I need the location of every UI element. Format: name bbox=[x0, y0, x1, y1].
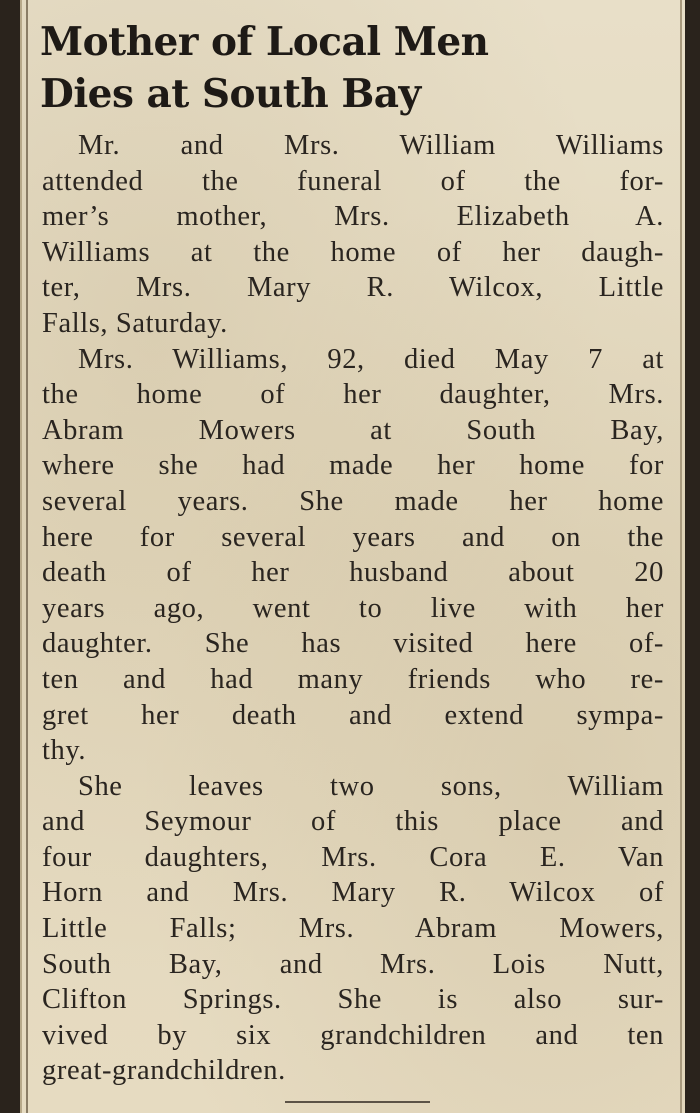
article-line: attended the funeral of the for- bbox=[42, 165, 664, 197]
article-line: vived by six grandchildren and ten bbox=[42, 1019, 664, 1051]
article-line: Horn and Mrs. Mary R. Wilcox of bbox=[42, 877, 664, 909]
article-line: Falls, Saturday. bbox=[42, 307, 228, 339]
headline-line-1: Mother of Local Men bbox=[40, 19, 489, 65]
article-body bbox=[42, 128, 664, 1089]
article-line: Clifton Springs. She is also sur- bbox=[42, 984, 664, 1016]
article-line: Little Falls; Mrs. Abram Mowers, bbox=[42, 913, 664, 945]
article-line: and Seymour of this place and bbox=[42, 806, 664, 838]
article-line: She leaves two sons, William bbox=[78, 770, 664, 802]
article-line: Mr. and Mrs. William Williams bbox=[78, 130, 664, 161]
article-line: four daughters, Mrs. Cora E. Van bbox=[42, 841, 664, 873]
clipping-right-edge bbox=[680, 0, 682, 1113]
article-line: thy. bbox=[42, 735, 87, 767]
article-line: where she had made her home for bbox=[42, 450, 664, 482]
article-line: gret her death and extend sympa- bbox=[42, 699, 664, 731]
column-rule-left bbox=[26, 0, 28, 1113]
article-line: ter, Mrs. Mary R. Wilcox, Little bbox=[42, 272, 664, 304]
article-line: years ago, went to live with her bbox=[42, 592, 664, 624]
article-line: the home of her daughter, Mrs. bbox=[42, 379, 664, 411]
article-line: daughter. She has visited here of- bbox=[42, 628, 664, 660]
article-line: Williams at the home of her daugh- bbox=[42, 236, 664, 268]
article-line: several years. She made her home bbox=[42, 485, 664, 517]
article-line: South Bay, and Mrs. Lois Nutt, bbox=[42, 948, 664, 980]
article-line: death of her husband about 20 bbox=[42, 557, 664, 589]
article-line: Abram Mowers at South Bay, bbox=[42, 414, 664, 446]
headline-line-2: Dies at South Bay bbox=[40, 71, 421, 117]
article-line: mer’s mother, Mrs. Elizabeth A. bbox=[42, 201, 664, 233]
article-line: here for several years and on the bbox=[42, 521, 664, 553]
article-line: ten and had many friends who re- bbox=[42, 663, 664, 695]
headline bbox=[40, 16, 670, 120]
article-end-rule bbox=[285, 1101, 430, 1103]
article-line: Mrs. Williams, 92, died May 7 at bbox=[78, 343, 664, 375]
article-line: great-grandchildren. bbox=[42, 1055, 286, 1087]
